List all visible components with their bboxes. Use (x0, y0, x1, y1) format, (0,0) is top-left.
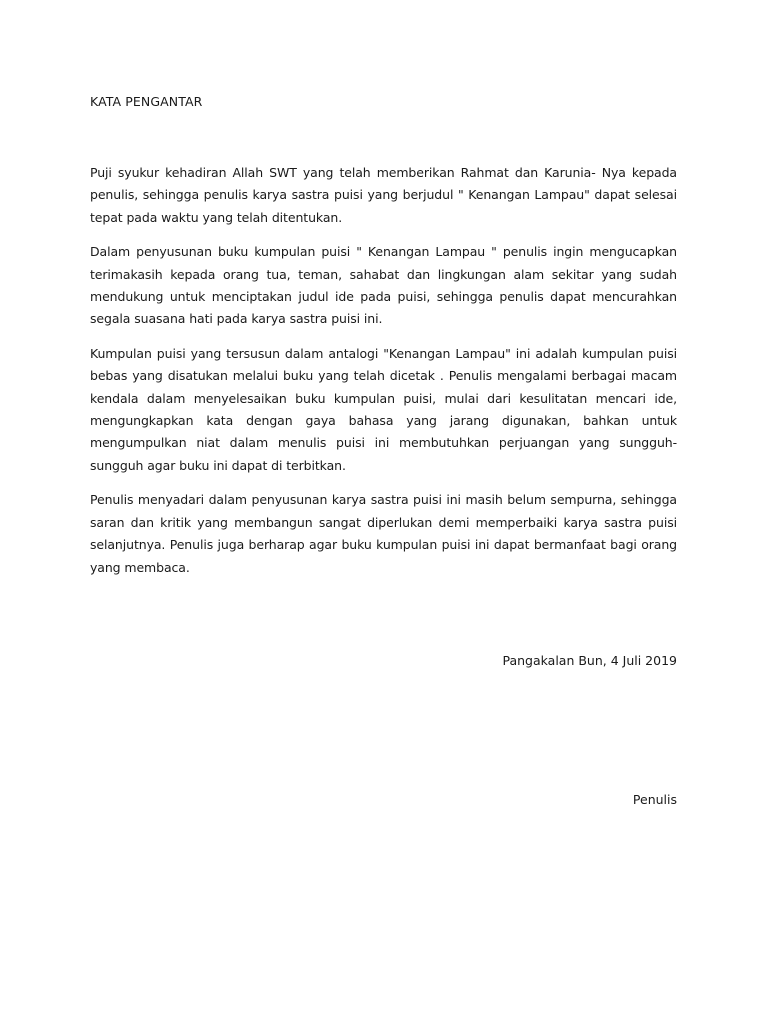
author-signature: Penulis (632, 792, 677, 807)
document-body (90, 162, 677, 591)
paragraph-4: Penulis menyadari dalam penyusunan karya sastra puisi ini masih belum sempurna, sehingga saran dan kritik yang membangun sangat diperlukan demi memperbaiki karya sastra puisi selanjutnya. Penulis juga berharap agar buku kumpulan puisi ini dapat bermanfaat bagi orang yang membaca. (90, 492, 677, 575)
document-page (90, 0, 677, 1024)
document-title: KATA PENGANTAR (90, 94, 203, 109)
place-date: Pangakalan Bun, 4 Juli 2019 (502, 653, 677, 668)
paragraph-3: Kumpulan puisi yang tersusun dalam antalogi "Kenangan Lampau" ini adalah kumpulan puisi bebas yang disatukan melalui buku yang telah dicetak . Penulis mengalami berbagai macam kendala dalam menyelesaikan buku kumpulan puisi, mulai dari kesulitatan mencari ide, mengungkapkan kata dengan gaya bahasa yang jarang digunakan, bahkan untuk mengumpulkan niat dalam menulis puisi ini membutuhkan perjuangan yang sungguh-sungguh agar buku ini dapat di terbitkan. (90, 345, 677, 473)
paragraph-1: Puji syukur kehadiran Allah SWT yang telah memberikan Rahmat dan Karunia- Nya kepada penulis, sehingga penulis karya sastra puisi yang berjudul " Kenangan Lampau" dapat selesai tepat pada waktu yang telah ditentukan. (90, 165, 677, 225)
paragraph-2: Dalam penyusunan buku kumpulan puisi " Kenangan Lampau " penulis ingin mengucapkan terimakasih kepada orang tua, teman, sahabat dan lingkungan alam sekitar yang sudah mendukung untuk menciptakan judul ide pada puisi, sehingga penulis dapat mencurahkan segala suasana hati pada karya sastra puisi ini. (90, 244, 677, 327)
